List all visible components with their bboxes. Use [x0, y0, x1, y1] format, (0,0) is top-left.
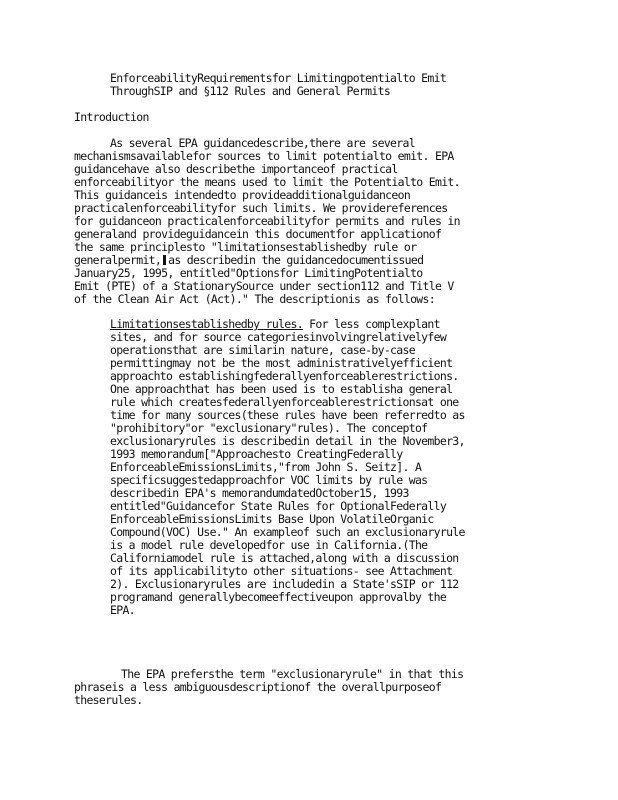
- block-line: EnforceableEmissionsLimits Base Upon VolatileOrganic: [110, 512, 434, 526]
- block-line: EnforceableEmissionsLimits,"from John S. Seitz]. A: [110, 460, 422, 474]
- block-line: Compound(VOC) Use." An exampleof such an exclusionaryrule: [110, 525, 465, 539]
- block-line: "prohibitory"or "exclusionary"rules). The conceptof: [110, 421, 428, 435]
- block-line: 2). Exclusionaryrules are includedin a State'sSIP or 112: [110, 577, 459, 591]
- block-line: sites, and for source categoriesinvolvingrelativelyfew: [110, 330, 447, 344]
- paragraph-line: enforceabilityor the means used to limit the Potentialto Emit.: [74, 175, 460, 189]
- block-line: 1993 memorandum["Approachesto CreatingFederally: [110, 447, 403, 461]
- block-line: exclusionaryrules is describedin detail in the November3,: [110, 434, 465, 448]
- paragraph-text: generalpermit,: [74, 253, 162, 267]
- block-line: programand generallybecomeeffectiveupon approvalby the: [110, 590, 447, 604]
- document-title-line-2: ThroughSIP and §112 Rules and General Permits: [110, 84, 391, 98]
- paragraph-line: guidancehave also describethe importanceof practical: [74, 162, 398, 176]
- block-line: is a model rule developedfor use in California.(The: [110, 538, 428, 552]
- block-line: permittingmay not be the most administrativelyefficient: [110, 356, 453, 370]
- block-line: of its applicabilityto other situations- see Attachment: [110, 564, 453, 578]
- paragraph-line: mechanismsavailablefor sources to limit potentialto emit. EPA: [74, 149, 454, 163]
- footnote-line: phraseis a less ambiguousdescriptionof the overallpurposeof: [74, 680, 442, 694]
- paragraph-line: As several EPA guidancedescribe,there are several: [110, 136, 415, 150]
- paragraph-line: for guidanceon practicalenforceabilityfor permits and rules in: [74, 214, 460, 228]
- block-text: For less complexplant: [302, 317, 440, 331]
- block-heading: Limitationsestablishedby rules.: [110, 317, 303, 331]
- paragraph-line: January25, 1995, entitled"Optionsfor LimitingPotentialto: [74, 266, 423, 280]
- block-line: EPA.: [110, 603, 135, 617]
- block-line: operationsthat are similarin nature, case-by-case: [110, 343, 415, 357]
- paragraph-text: as describedin: [168, 253, 256, 267]
- block-line: specificsuggestedapproachfor VOC limits by rule was: [110, 473, 428, 487]
- block-line: rule which createsfederallyenforceablerestrictionsat one: [110, 395, 459, 409]
- document-title-line-1: EnforceabilityRequirementsfor Limitingpotentialto Emit: [110, 71, 447, 85]
- paragraph-line: the same principlesto "limitationsestablishedby rule or: [74, 240, 417, 254]
- block-line: time for many sources(these rules have been referredto as: [110, 408, 465, 422]
- paragraph-text: the guidancedocumentissued: [261, 253, 424, 267]
- block-line: describedin EPA's memorandumdatedOctober15, 1993: [110, 486, 409, 500]
- block-line: One approachthat has been used is to establisha general: [110, 382, 453, 396]
- footnote-line: The EPA prefersthe term "exclusionaryrule" in that this: [121, 667, 464, 681]
- paragraph-line: of the Clean Air Act (Act)." The descriptionis as follows:: [74, 292, 435, 306]
- block-line: Californiamodel rule is attached,along with a discussion: [110, 551, 459, 565]
- block-line: approachto establishingfederallyenforceablerestrictions.: [110, 369, 459, 383]
- block-line: entitled"Guidancefor State Rules for OptionalFederally: [110, 499, 447, 513]
- paragraph-line: practicalenforceabilityfor such limits. We providereferences: [74, 201, 448, 215]
- footnote-marker-icon: [163, 255, 166, 265]
- footnote-line: theserules.: [74, 693, 143, 707]
- paragraph-line: generaland provideguidancein this documentfor applicationof: [74, 227, 442, 241]
- paragraph-line: Emit (PTE) of a StationarySource under section112 and Title V: [74, 279, 454, 293]
- paragraph-line: This guidanceis intendedto provideadditionalguidanceon: [74, 188, 411, 202]
- section-heading: Introduction: [74, 110, 149, 124]
